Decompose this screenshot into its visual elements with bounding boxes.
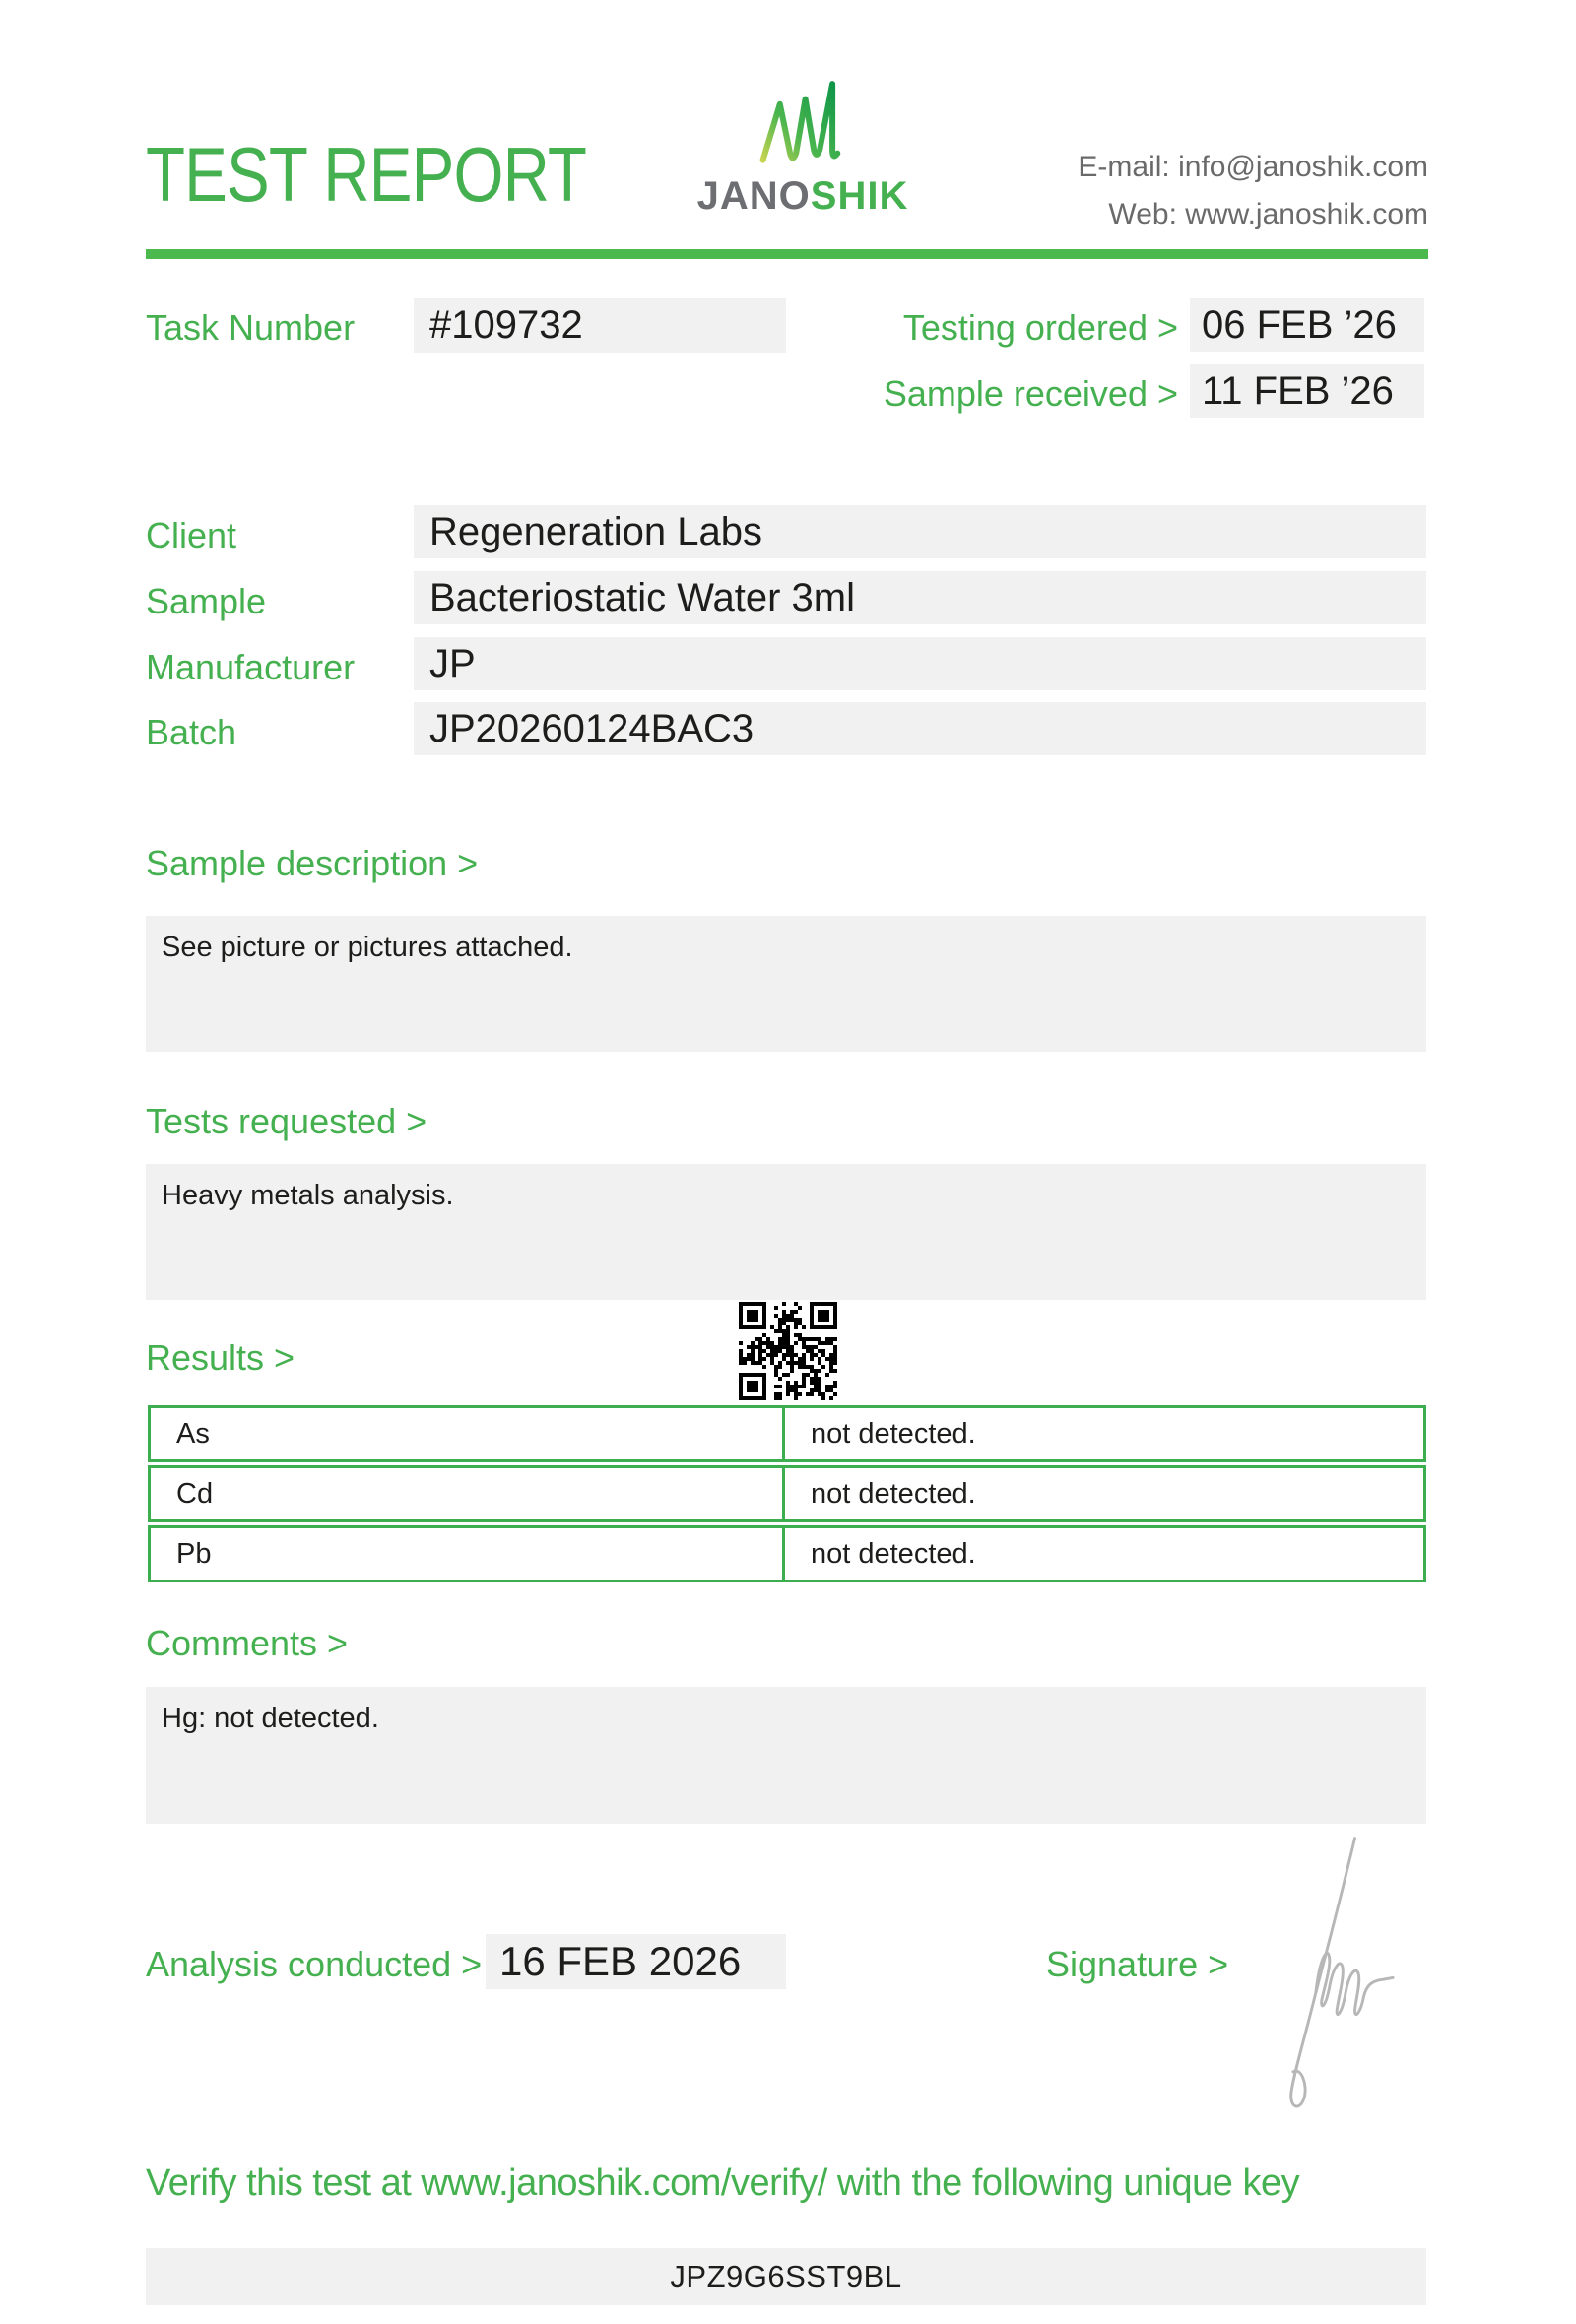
results-table (148, 1405, 1426, 1585)
client-label: Client (146, 515, 237, 555)
analyte-cell: Cd (151, 1468, 785, 1519)
table-row (148, 1405, 1426, 1462)
verify-instruction: Verify this test at www.janoshik.com/verify/ with the following unique key (146, 2163, 1300, 2204)
tests-requested-text: Heavy metals analysis. (162, 1180, 454, 1211)
result-cell: not detected. (811, 1417, 976, 1450)
task-number-value: #109732 (429, 303, 583, 347)
comments-heading: Comments > (146, 1623, 349, 1663)
signature-label: Signature > (1046, 1944, 1229, 1984)
analysis-conducted-label: Analysis conducted > (146, 1944, 483, 1984)
comments-text: Hg: not detected. (162, 1703, 379, 1734)
contact-web: Web: www.janoshik.com (1108, 198, 1428, 230)
sample-field (414, 571, 1426, 624)
tests-requested-box (146, 1164, 1426, 1300)
result-cell: not detected. (811, 1537, 976, 1570)
logo-wordmark (680, 174, 926, 219)
batch-value: JP20260124BAC3 (429, 706, 755, 750)
unique-key-box (146, 2248, 1426, 2305)
analyte-cell: Pb (151, 1528, 785, 1580)
results-heading: Results > (146, 1337, 296, 1378)
result-cell: not detected. (811, 1477, 976, 1510)
task-number-label: Task Number (146, 307, 356, 348)
manufacturer-value: JP (429, 641, 476, 685)
comments-box (146, 1687, 1426, 1824)
contact-email: E-mail: info@janoshik.com (1078, 151, 1428, 183)
task-number-field (414, 298, 786, 353)
sample-value: Bacteriostatic Water 3ml (429, 575, 855, 619)
client-value: Regeneration Labs (429, 509, 763, 553)
analyte-cell: As (151, 1408, 785, 1459)
batch-label: Batch (146, 712, 237, 752)
logo (680, 79, 926, 219)
tests-requested-heading: Tests requested > (146, 1101, 427, 1141)
sample-description-heading: Sample description > (146, 843, 479, 883)
unique-key-value: JPZ9G6SST9BL (670, 2259, 902, 2293)
page-title: TEST REPORT (146, 131, 587, 218)
sample-received-value: 11 FEB ’26 (1202, 368, 1394, 413)
sample-description-text: See picture or pictures attached. (162, 932, 573, 963)
contact-info (1078, 144, 1428, 238)
client-field (414, 505, 1426, 558)
manufacturer-field (414, 637, 1426, 690)
table-row (148, 1465, 1426, 1522)
analysis-conducted-field (486, 1934, 786, 1989)
sample-received-label: Sample received > (883, 373, 1178, 414)
qr-code (739, 1302, 837, 1400)
logo-wordmark-gray: JANO (696, 174, 811, 218)
signature-image (1263, 1830, 1396, 2120)
sample-description-box (146, 916, 1426, 1052)
testing-ordered-label: Testing ordered > (902, 307, 1178, 348)
logo-chart-icon (755, 79, 850, 163)
sample-received-field (1190, 364, 1424, 418)
header-divider (146, 249, 1428, 259)
testing-ordered-value: 06 FEB ’26 (1202, 302, 1397, 347)
testing-ordered-field (1190, 298, 1424, 352)
manufacturer-label: Manufacturer (146, 647, 356, 687)
table-row (148, 1525, 1426, 1582)
analysis-conducted-value: 16 FEB 2026 (499, 1938, 742, 1984)
batch-field (414, 702, 1426, 755)
sample-label: Sample (146, 581, 267, 621)
logo-wordmark-green: SHIK (810, 174, 909, 218)
